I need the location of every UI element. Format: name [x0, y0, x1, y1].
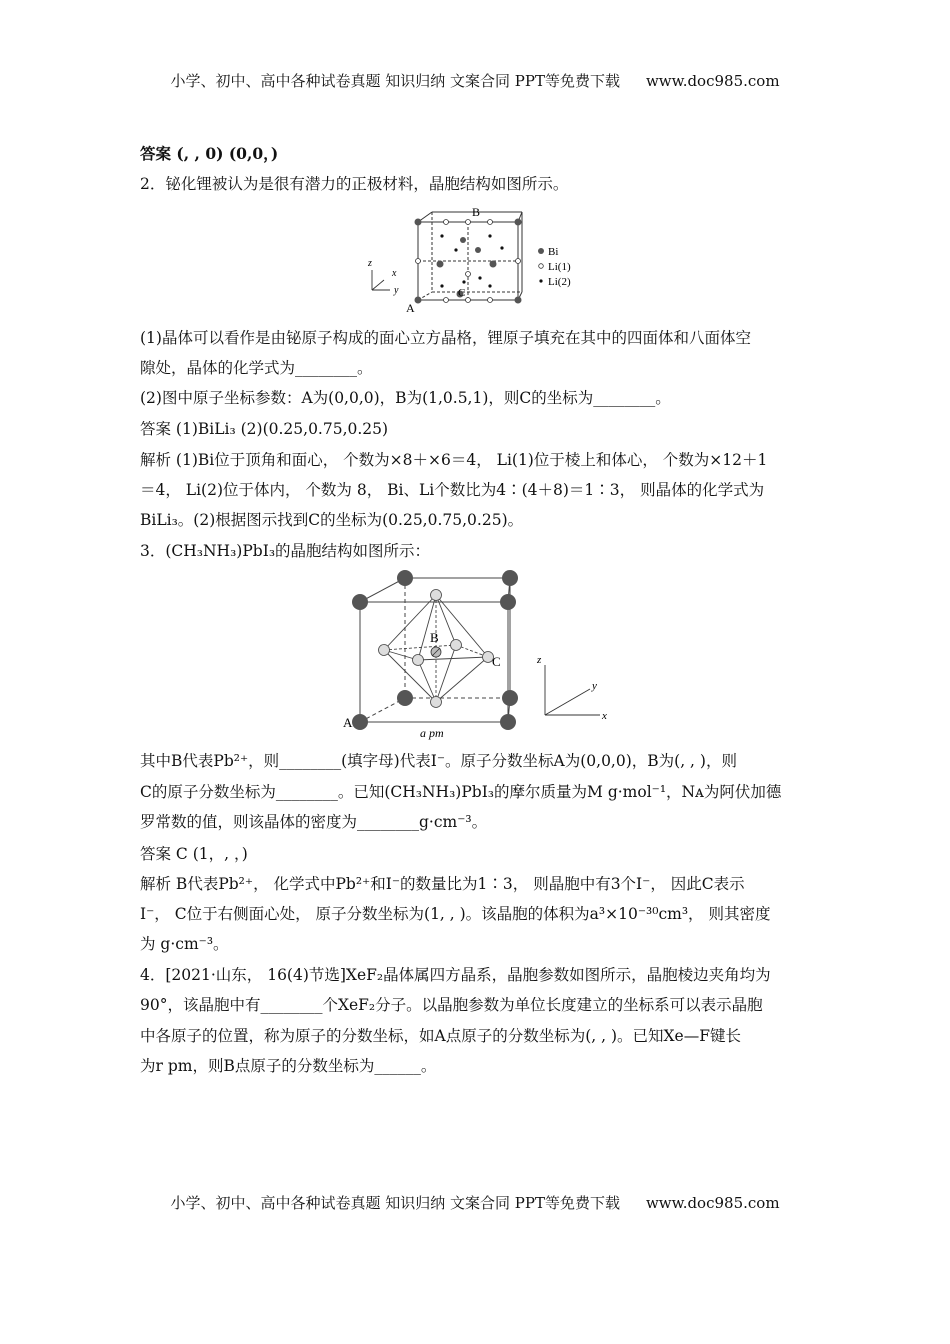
label-a: A: [343, 715, 353, 730]
question-4-line3: 中各原子的位置，称为原子的分数坐标，如A点原子的分数坐标为(, , )。已知Xe—F键长: [140, 1027, 741, 1045]
legend-li2-icon: [539, 279, 542, 282]
label-apm: a pm: [420, 726, 444, 740]
legend-bi-icon: [538, 248, 544, 254]
q2-analysis-3: BiLi₃。(2)根据图示找到C的坐标为(0.25,0.75,0.25)。: [140, 511, 524, 529]
q3-analysis-2: I⁻， C位于右侧面心处， 原子分数坐标为(1, , )。该晶胞的体积为a³×10⁻³⁰cm³， 则其密度: [140, 905, 771, 923]
q3-line2: C的原子分数坐标为________。已知(CH₃NH₃)PbI₃的摩尔质量为M g·mol⁻¹，Nᴀ为阿伏加德: [140, 783, 782, 801]
header-text: 小学、初中、高中各种试卷真题 知识归纳 文案合同 PPT等免费下载: [170, 72, 620, 90]
label-c: C: [492, 654, 501, 669]
q2-part1-line2: 隙处，晶体的化学式为________。: [140, 359, 373, 377]
question-3: 3．(CH₃NH₃)PbI₃的晶胞结构如图所示：: [140, 542, 431, 560]
q3-answer: 答案 C (1，, ，): [140, 845, 248, 863]
q2-analysis-2: ＝4， Li(2)位于体内， 个数为 8， Bi、Li个数比为4∶(4＋8)＝1∶3， 则晶体的化学式为: [140, 481, 765, 499]
q3-line3: 罗常数的值，则该晶体的密度为________g·cm⁻³。: [140, 813, 488, 831]
question-4-line1: 4．[2021·山东， 16(4)节选]XeF₂晶体属四方晶系，晶胞参数如图所示，晶胞棱边夹角均为: [140, 966, 771, 984]
q2-part1-line1: (1)晶体可以看作是由铋原子构成的面心立方晶格，锂原子填充在其中的四面体和八面体空: [140, 329, 751, 347]
axis-x: x: [602, 710, 607, 722]
legend-li1-icon: [539, 264, 544, 269]
axis-y: y: [592, 680, 597, 692]
axis-y: y: [394, 285, 399, 296]
axes-icon: [372, 270, 390, 290]
footer-site: www.doc985.com: [645, 1194, 780, 1212]
q3-line1: 其中B代表Pb²⁺，则________(填字母)代表I⁻。原子分数坐标A为(0,0,0)，B为(, , )，则: [140, 752, 737, 770]
header-site: www.doc985.com: [645, 72, 780, 90]
answer-line: 答案 (, , 0) (0,0，): [140, 144, 279, 163]
q2-part2: (2)图中原子坐标参数：A为(0,0,0)，B为(1,0.5,1)，则C的坐标为________。: [140, 389, 671, 407]
legend-li1: Li(1): [548, 261, 571, 273]
question-4-line4: 为r pm，则B点原子的分数坐标为______。: [140, 1057, 437, 1075]
footer-text: 小学、初中、高中各种试卷真题 知识归纳 文案合同 PPT等免费下载: [170, 1194, 620, 1212]
label-b: B: [472, 205, 481, 219]
axis-z: z: [368, 258, 372, 269]
q3-analysis-3: 为 g·cm⁻³。: [140, 935, 229, 953]
q2-analysis-1: 解析 (1)Bi位于顶角和面心， 个数为×8＋×6＝4， Li(1)位于棱上和体心， 个数为×12＋1: [140, 451, 768, 469]
q2-answer: 答案 (1)BiLi₃ (2)(0.25,0.75,0.25): [140, 420, 389, 438]
axis-z: z: [537, 654, 542, 666]
q3-analysis-1: 解析 B代表Pb²⁺， 化学式中Pb²⁺和I⁻的数量比为1∶3， 则晶胞中有3个I⁻， 因此C表示: [140, 875, 745, 893]
bili3-crystal-figure: [360, 200, 600, 316]
axis-x: x: [392, 268, 397, 279]
question-2: 2．铋化锂被认为是很有潜力的正极材料，晶胞结构如图所示。: [140, 175, 569, 193]
label-b: B: [430, 630, 439, 645]
legend-li2: Li(2): [548, 276, 571, 288]
label-c: C: [458, 287, 466, 299]
question-4-line2: 90°，该晶胞中有________个XeF₂分子。以晶胞参数为单位长度建立的坐标系可以表示晶胞: [140, 996, 763, 1014]
page-footer: [0, 1192, 950, 1213]
label-a: A: [406, 301, 415, 315]
legend-bi: Bi: [548, 246, 559, 258]
perovskite-crystal-figure: [330, 565, 620, 740]
page-header: [0, 70, 950, 91]
